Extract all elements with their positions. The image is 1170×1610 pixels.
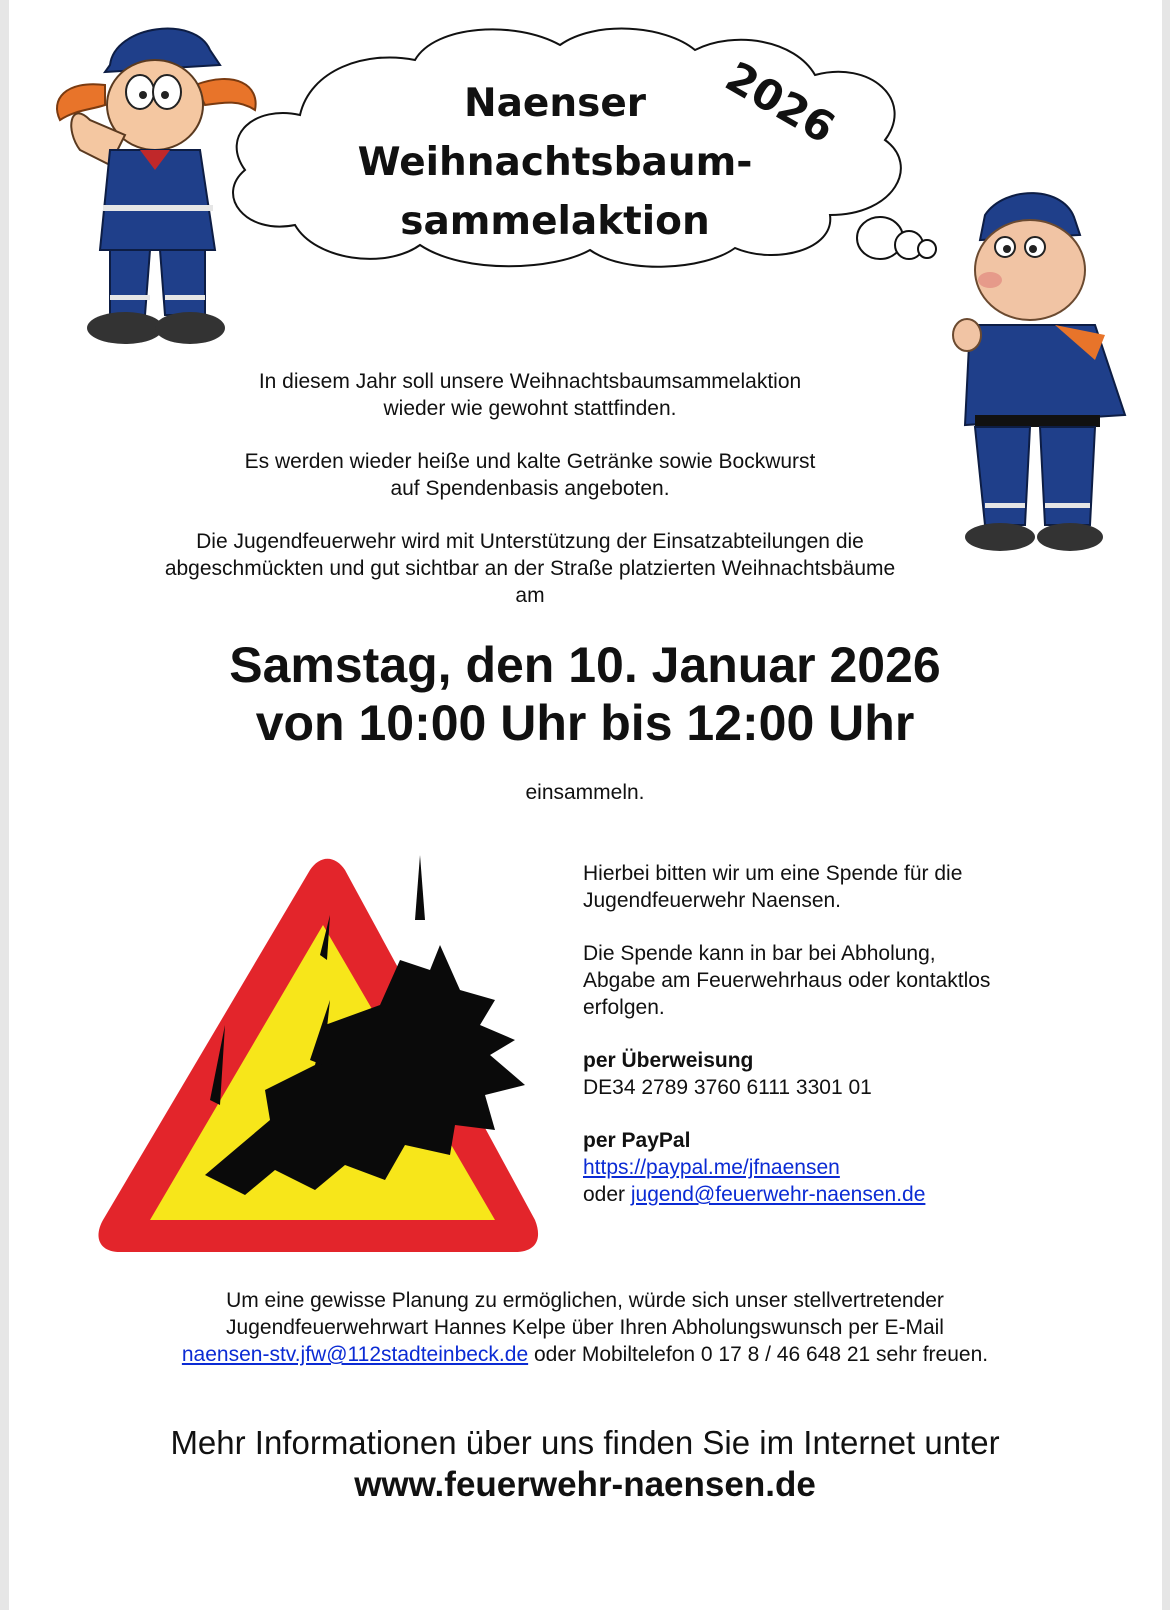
boy-firefighter-cartoon — [945, 185, 1145, 570]
flyer-title — [330, 74, 780, 251]
event-date — [100, 636, 1070, 752]
website-url: www.feuerwehr-naensen.de — [354, 1465, 816, 1504]
title-line-3: sammelaktion — [400, 199, 710, 244]
date-line: Samstag, den 10. Januar 2026 — [229, 637, 941, 693]
title-line-2: Weihnachtsbaum- — [357, 140, 753, 185]
paypal-link[interactable]: https://paypal.me/jfnaensen — [583, 1156, 840, 1179]
paypal-label: per PayPal — [583, 1129, 691, 1152]
falling-tree-warning-sign-icon — [95, 850, 540, 1270]
girl-firefighter-cartoon — [45, 10, 280, 355]
deputy-email-link[interactable]: naensen-stv.jfw@112stadteinbeck.de — [181, 1343, 529, 1366]
more-info: Mehr Informationen über uns finden Sie im Internet unter www.feuerwehr-naensen.de — [60, 1422, 1110, 1506]
einsammeln-text: einsammeln. — [525, 781, 645, 804]
page-edge-left — [0, 0, 9, 1610]
youth-email-link[interactable]: jugend@feuerwehr-naensen.de — [630, 1183, 926, 1206]
planning-paragraph: Um eine gewisse Planung zu ermöglichen, würde sich unser stellvertretender Jugendfeuerwehrwart Hannes Kelpe über Ihren Abholungswunsch per E-Mail naensen-stv.jfw@112stadteinbeck.de oder Mobiltelefon 0 17 8 / 46 648 21 sehr freuen. — [181, 1289, 989, 1366]
drinks-paragraph: Es werden wieder heiße und kalte Getränke sowie Bockwurst auf Spendenbasis angeboten. — [244, 450, 816, 500]
title-line-1: Naenser — [463, 81, 647, 126]
transfer-label: per Überweisung — [583, 1049, 754, 1072]
donation-info: Hierbei bitten wir um eine Spende für die Jugendfeuerwehr Naensen. Die Spende kann in bar bei Abholung, Abgabe am Feuerwehrhaus oder kontaktlos erfolgen. per Überweisung DE34 2789 3760 6111 3301 01 per PayPal https://paypal.me/jfnaensen oder jugend@feuerwehr-naensen.de — [583, 860, 1063, 1208]
intro-paragraph: In diesem Jahr soll unsere Weihnachtsbaumsammelaktion wieder wie gewohnt stattfinden. — [258, 370, 802, 420]
time-line: von 10:00 Uhr bis 12:00 Uhr — [255, 695, 915, 751]
collection-paragraph: Die Jugendfeuerwehr wird mit Unterstützung der Einsatzabteilungen die abgeschmückten und gut sichtbar an der Straße platzierten Weihnachtsbäume am — [164, 530, 896, 607]
year-label: 2026 — [717, 52, 844, 153]
page-edge-right — [1162, 0, 1170, 1610]
iban-value: DE34 2789 3760 6111 3301 01 — [583, 1076, 872, 1099]
